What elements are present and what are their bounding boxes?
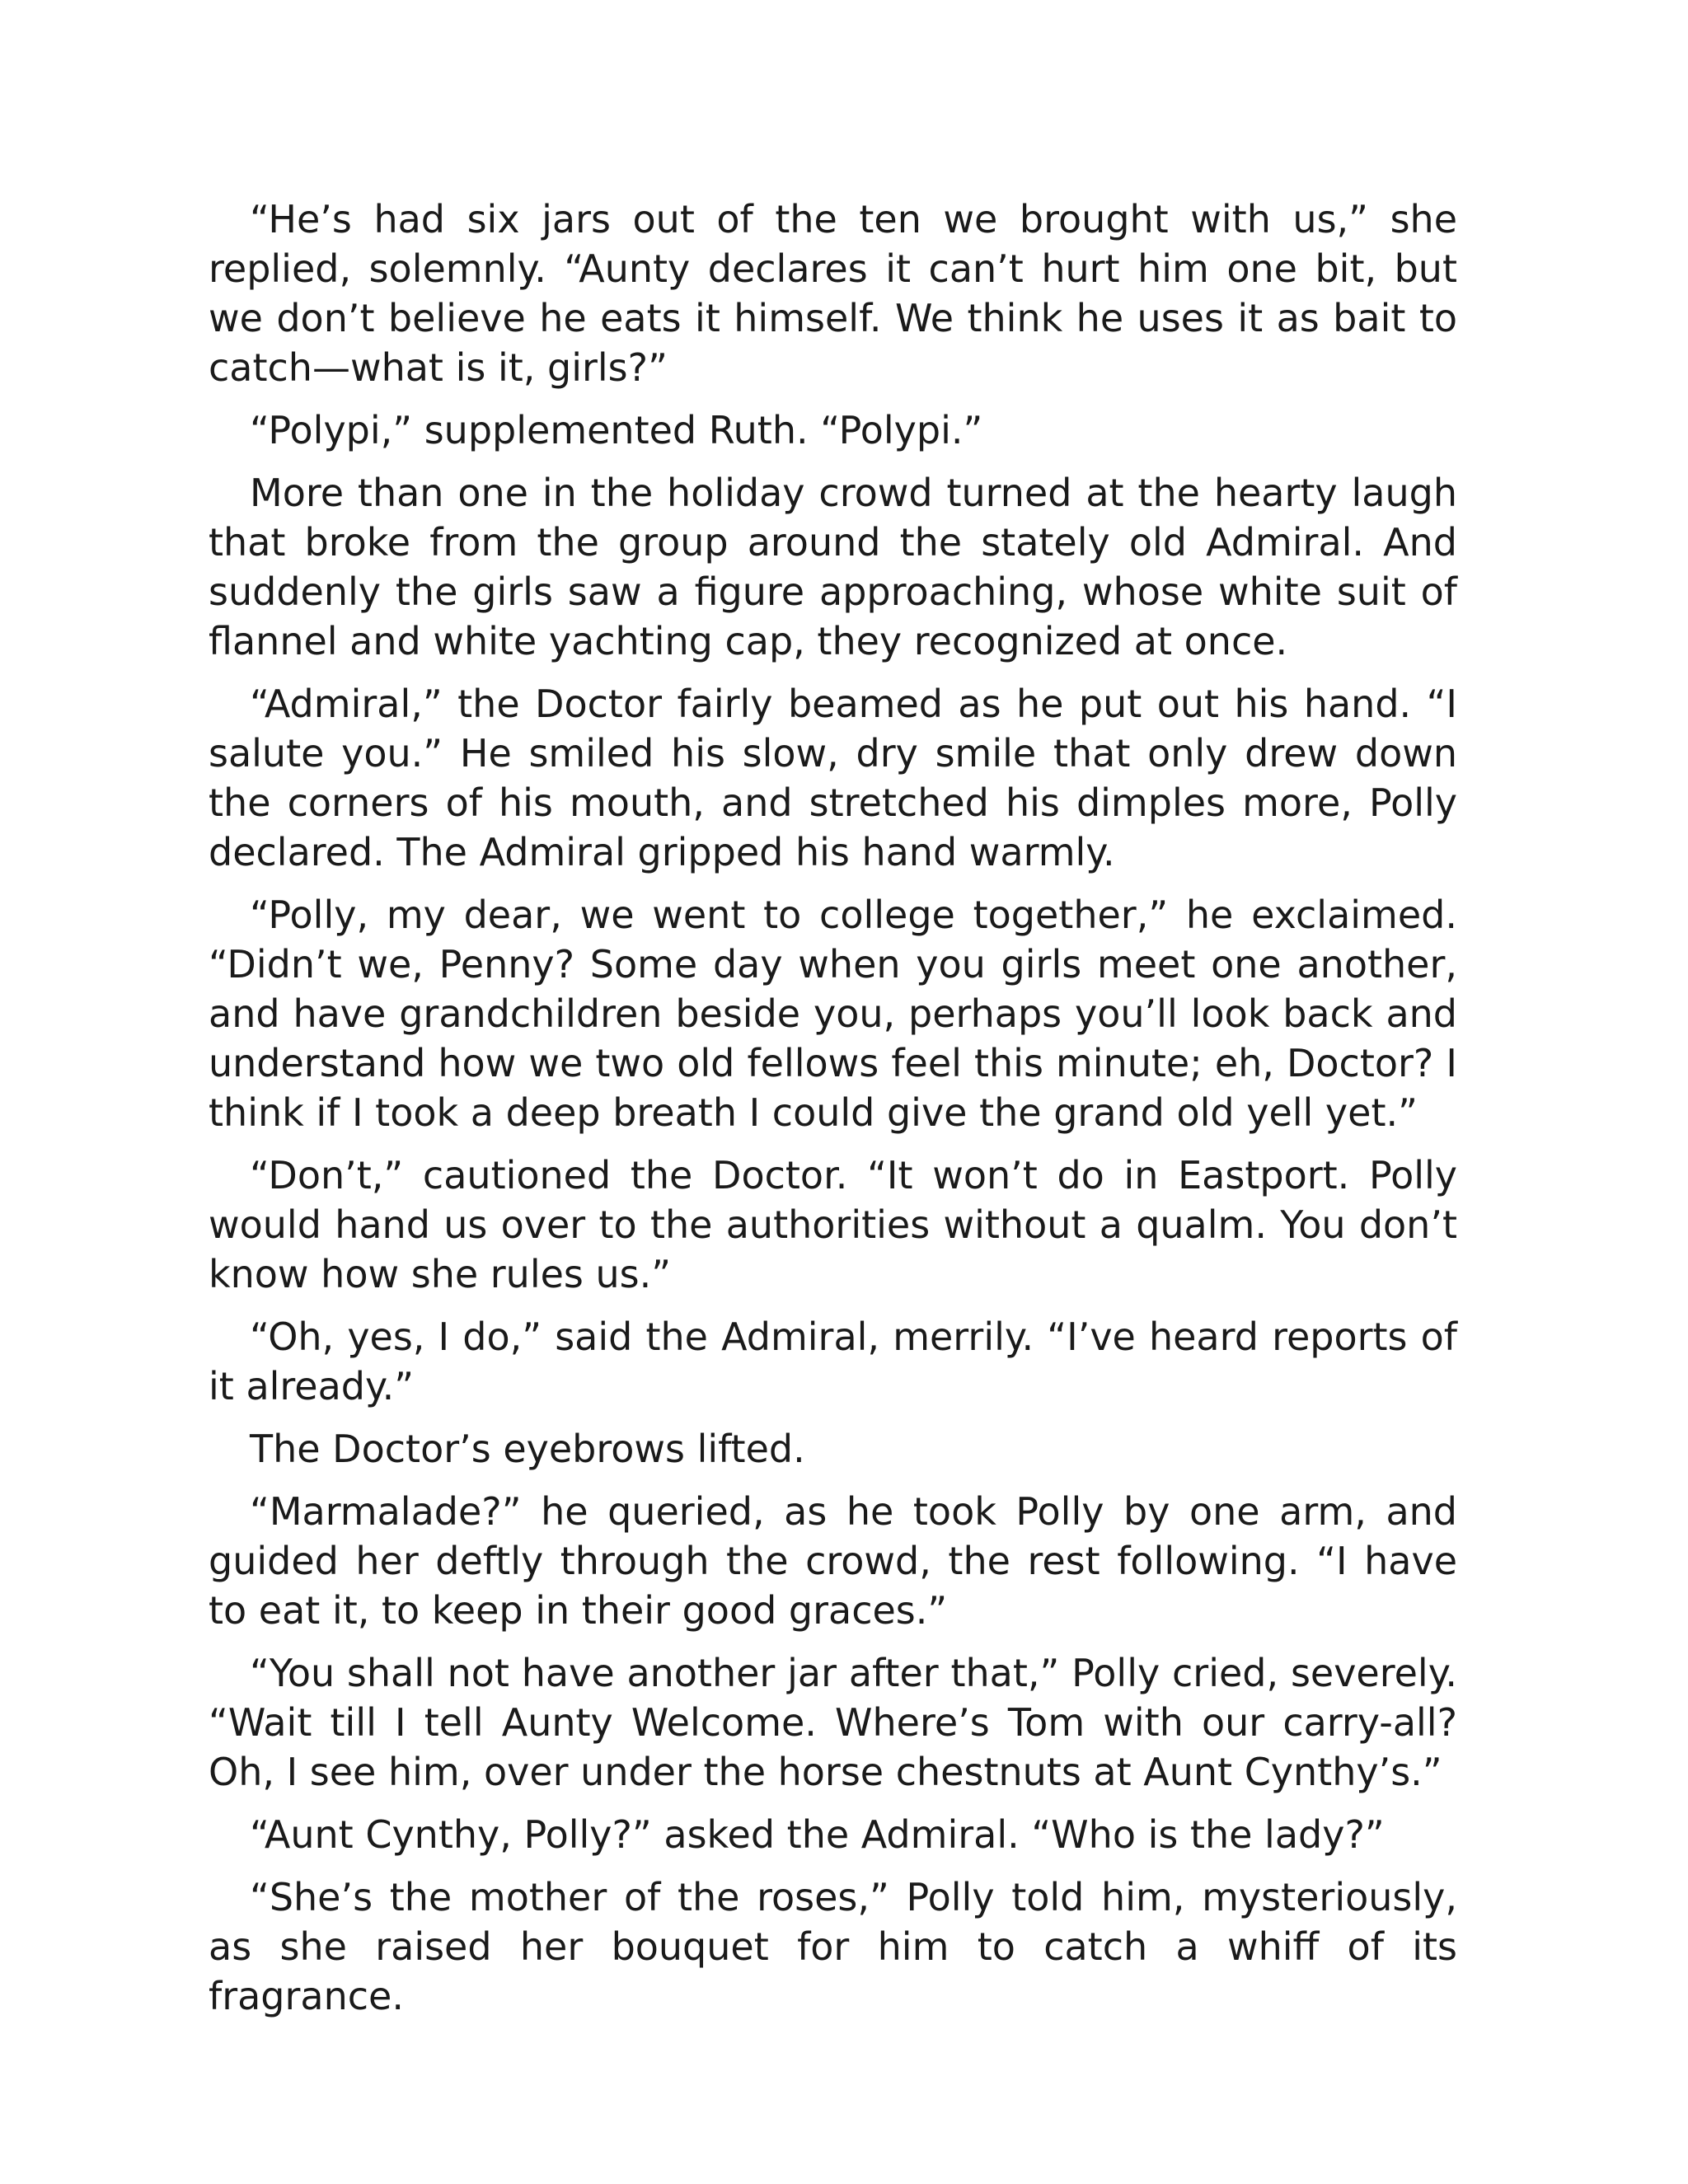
page-body — [209, 194, 1457, 2021]
paragraph: “Polypi,” supplemented Ruth. “Polypi.” — [250, 408, 983, 452]
paragraph: “She’s the mother of the roses,” Polly told him, mysteriously, as she raised her bouquet for him to catch a whiff of its fragrance. — [209, 1875, 1457, 2018]
paragraph: “Don’t,” cautioned the Doctor. “It won’t do in Eastport. Polly would hand us over to the authorities without a qualm. You don’t know how she rules us.” — [209, 1153, 1457, 1296]
paragraph: “Aunt Cynthy, Polly?” asked the Admiral. “Who is the lady?” — [250, 1812, 1385, 1857]
paragraph: More than one in the holiday crowd turned at the hearty laugh that broke from the group around the stately old Admiral. And suddenly the girls saw a figure approaching, whose white suit of flannel and white yachting cap, they recognized at once. — [209, 471, 1457, 663]
paragraph: “Oh, yes, I do,” said the Admiral, merrily. “I’ve heard reports of it already.” — [209, 1315, 1457, 1408]
paragraph: “You shall not have another jar after that,” Polly cried, severely. “Wait till I tell Aunty Welcome. Where’s Tom with our carry-all? Oh, I see him, over under the horse chestnuts at Aunt Cynthy’s.” — [209, 1651, 1457, 1794]
paragraph: “Admiral,” the Doctor fairly beamed as he put out his hand. “I salute you.” He smiled his slow, dry smile that only drew down the corners of his mouth, and stretched his dimples more, Polly declared. The Admiral gripped his hand warmly. — [209, 682, 1457, 874]
paragraph: “Polly, my dear, we went to college together,” he exclaimed. “Didn’t we, Penny? Some day when you girls meet one another, and have grandchildren beside you, perhaps you’ll look back and understand how we two old fellows feel this minute; eh, Doctor? I think if I took a deep breath I could give the grand old yell yet.” — [209, 893, 1457, 1135]
paragraph: The Doctor’s eyebrows lifted. — [250, 1427, 805, 1471]
paragraph: “He’s had six jars out of the ten we brought with us,” she replied, solemnly. “Aunty declares it can’t hurt him one bit, but we don’t believe he eats it himself. We think he uses it as bait to catch—what is it, girls?” — [209, 197, 1457, 390]
paragraph: “Marmalade?” he queried, as he took Polly by one arm, and guided her deftly through the crowd, the rest following. “I have to eat it, to keep in their good graces.” — [209, 1489, 1457, 1633]
